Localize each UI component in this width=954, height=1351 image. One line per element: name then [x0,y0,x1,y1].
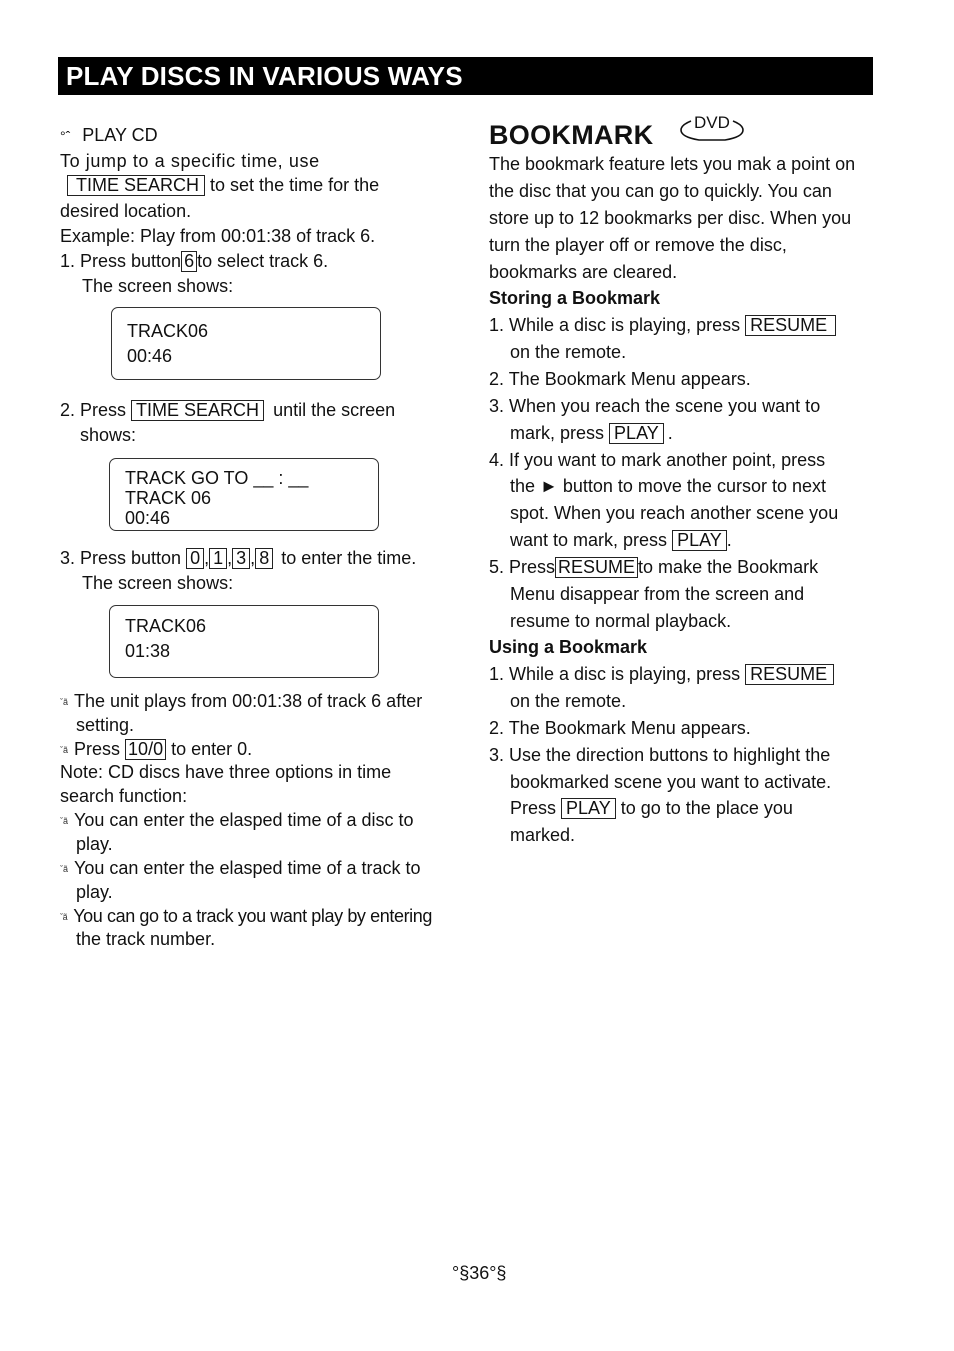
play-key-3: PLAY [561,798,616,819]
bullet-marker: ˇã [60,816,69,827]
bullet-4-line-2: play. [76,882,113,902]
storing-step-4-line-4 [510,530,732,551]
play-cd-heading [60,125,158,146]
storing-step-4-line-2: the ► button to move the cursor to next [510,476,826,496]
intro-line-2-rest: to set the time for the [210,175,380,195]
bullet-3-line-2: play. [76,834,113,854]
screen-2-line-2: TRACK 06 [125,488,212,508]
bullet-5 [60,906,432,927]
bullet-4-line-1: You can enter the elasped time of a track to [74,858,421,878]
step-3-suffix: to enter the time. [281,548,417,568]
screen-2-line-3: 00:46 [125,508,171,528]
storing-step-1 [489,315,836,336]
time-search-key-2: TIME SEARCH [131,400,264,421]
using-step-1-prefix: 1. While a disc is playing, press [489,664,741,684]
key-10-0: 10/0 [125,739,166,760]
bookmark-title: BOOKMARK [489,120,654,150]
using-step-3-line-3 [510,798,793,819]
resume-key-2: RESUME [555,557,638,578]
key-1: 1 [209,548,227,569]
key-0: 0 [186,548,204,569]
screen-display-2 [109,458,379,531]
using-step-3-prefix: Press [510,798,557,818]
using-step-3-suffix: to go to the place you [620,798,793,818]
dvd-label: DVD [694,113,730,132]
using-step-3-line-2: bookmarked scene you want to activate. [510,772,832,792]
bullet-1 [60,691,422,712]
bookmark-intro-3: store up to 12 bookmarks per disc. When you [489,208,852,228]
storing-step-5-prefix: 5. Press [489,557,556,577]
page-number: °§36°§ [452,1263,507,1283]
bullet-marker: ˇã [60,864,69,875]
screen-3-line-2: 01:38 [125,641,171,661]
using-heading: Using a Bookmark [489,637,648,657]
bullet-marker: ˇã [60,745,69,756]
bookmark-intro-1: The bookmark feature lets you mak a point on [489,154,856,174]
bullet-5-line-2: the track number. [76,929,216,949]
storing-step-3-prefix: mark, press [510,423,605,443]
bookmark-intro-5: bookmarks are cleared. [489,262,678,282]
step-1 [60,251,328,272]
using-step-3-line-4: marked. [510,825,576,845]
bookmark-intro-4: turn the player off or remove the disc, [489,235,787,255]
screen-display-1 [111,307,381,380]
step-3-sub: The screen shows: [82,573,234,593]
using-step-3: 3. Use the direction buttons to highlight the [489,745,831,765]
storing-step-5-line-3: resume to normal playback. [510,611,732,631]
storing-step-2: 2. The Bookmark Menu appears. [489,369,751,389]
intro-line-1: To jump to a specific time, use [60,151,320,171]
step-3: 3. Press button 0 , 1 , 3 , 8 to enter the time. [60,548,417,568]
intro-line-3: desired location. [60,201,192,221]
bullet-2 [60,739,252,760]
bullet-3 [60,810,414,831]
screen-display-3 [109,605,379,678]
bookmark-intro-2: the disc that you can go to quickly. You can [489,181,832,201]
heading-text: PLAY CD [82,125,158,145]
bullet-4 [60,858,421,879]
storing-step-1-prefix: 1. While a disc is playing, press [489,315,741,335]
resume-key: RESUME [745,315,836,336]
bullet-2-suffix: to enter 0. [171,739,253,759]
key-8: 8 [255,548,273,569]
key-6: 6 [181,251,197,272]
screen-1-line-1: TRACK06 [127,321,209,341]
step-2-sub: shows: [80,425,137,445]
bullet-marker: ˇã [60,697,69,708]
key-3: 3 [232,548,250,569]
using-step-1-line-2: on the remote. [510,691,627,711]
screen-1-line-2: 00:46 [127,346,173,366]
intro-line-2 [67,175,379,196]
example-text: Example: Play from 00:01:38 of track 6. [60,226,376,246]
storing-heading: Storing a Bookmark [489,288,661,308]
bullet-5-line-1: You can go to a track you want play by entering [73,906,432,926]
storing-step-3-suffix: . [667,423,673,443]
bullet-1-line-2: setting. [76,715,135,735]
storing-step-4: 4. If you want to mark another point, press [489,450,826,470]
using-step-1 [489,664,834,685]
bullet-marker: ˇã [60,912,68,923]
storing-step-1-line-2: on the remote. [510,342,627,362]
storing-step-3: 3. When you reach the scene you want to [489,396,821,416]
step-1-prefix: 1. Press button [60,251,182,271]
bullet-2-prefix: Press [74,739,121,759]
storing-step-5-suffix: to make the Bookmark [638,557,819,577]
note-line-1: Note: CD discs have three options in time [60,762,392,782]
bullet-3-line-1: You can enter the elasped time of a disc to [74,810,414,830]
storing-step-5-line-2: Menu disappear from the screen and [510,584,805,604]
step-1-suffix: to select track 6. [197,251,329,271]
step-2-suffix: until the screen [273,400,396,420]
storing-step-4-line-3: spot. When you reach another scene you [510,503,839,523]
storing-step-5 [489,557,818,578]
play-key-2: PLAY [672,530,727,551]
step-1-sub: The screen shows: [82,276,234,296]
step-2 [60,400,395,421]
step-3-prefix: 3. Press button [60,548,182,568]
bullet-1-line-1: The unit plays from 00:01:38 of track 6 after [74,691,423,711]
page-section-title: PLAY DISCS IN VARIOUS WAYS [58,57,873,95]
storing-step-3-line-2 [510,423,673,444]
storing-step-4-suffix: . [726,530,732,550]
resume-key-3: RESUME [745,664,834,685]
screen-3-line-1: TRACK06 [125,616,207,636]
step-2-prefix: 2. Press [60,400,127,420]
note-line-2: search function: [60,786,188,806]
using-step-2: 2. The Bookmark Menu appears. [489,718,751,738]
time-search-key: TIME SEARCH [67,175,205,196]
storing-step-4-prefix: want to mark, press [510,530,668,550]
dvd-disc-icon [679,113,745,145]
heading-marker: °ˆ [60,128,71,144]
play-key: PLAY [609,423,664,444]
screen-2-line-1: TRACK GO TO __ : __ [125,468,309,488]
